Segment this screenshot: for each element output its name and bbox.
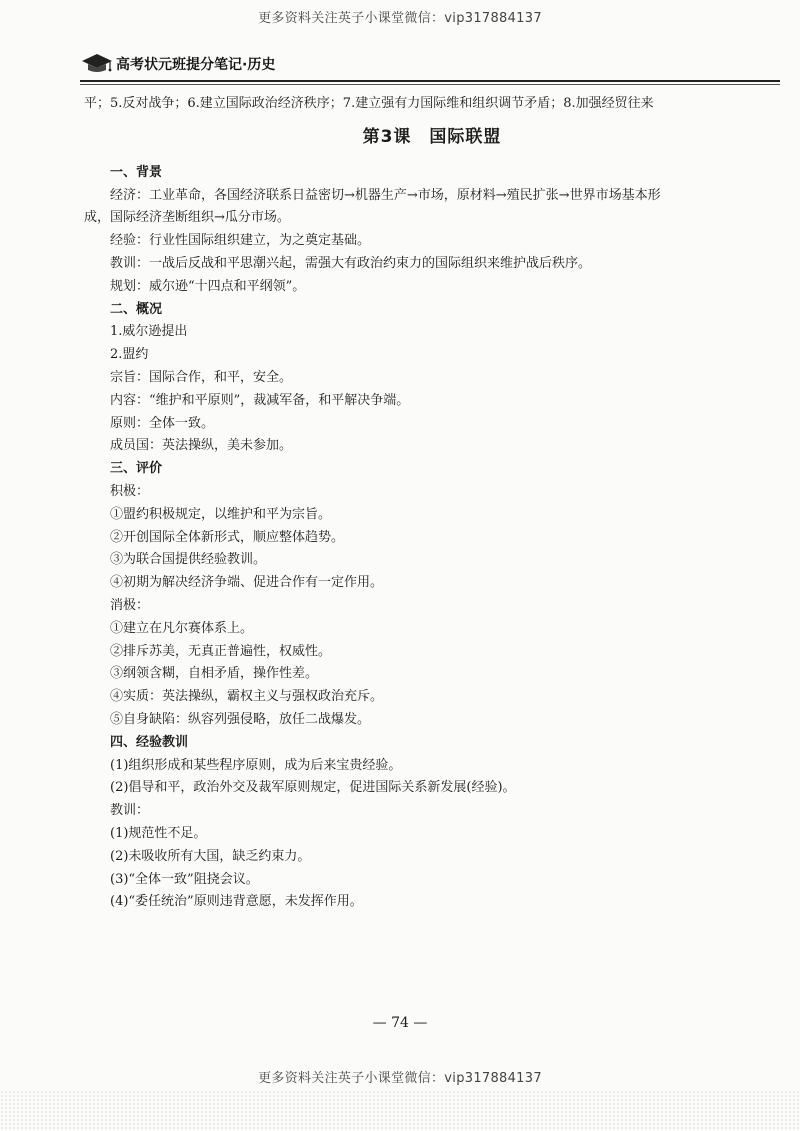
page-number: — 74 —: [372, 1015, 428, 1031]
paragraph-content: 内容：“维护和平原则”，裁减军备，和平解决争端。: [110, 392, 410, 408]
list-item: ⑤自身缺陷：纵容列强侵略，放任二战爆发。: [110, 711, 371, 727]
list-item: ③为联合国提供经验教训。: [110, 552, 267, 568]
list-item: ②开创国际全体新形式，顺应整体趋势。: [110, 529, 345, 545]
paragraph-economy-cont: 成，国际经济垄断组织→瓜分市场。: [84, 210, 290, 226]
list-item: ②排斥苏美，无真正普遍性，权威性。: [110, 643, 332, 659]
page-body: [84, 93, 780, 914]
paragraph-members: 成员国：英法操纵，美未参加。: [110, 438, 293, 454]
section-heading-evaluation: 三、评价: [110, 461, 163, 477]
paragraph-economy: 经济：工业革命，各国经济联系日益密切→机器生产→市场，原材料→殖民扩张→世界市场基本形: [110, 187, 661, 203]
scan-noise: [0, 1090, 800, 1131]
watermark-top: 更多资料关注英子小课堂微信：vip317884137: [258, 11, 542, 26]
list-item: (2)未吸收所有大国，缺乏约束力。: [110, 848, 311, 864]
watermark-bottom: 更多资料关注英子小课堂微信：vip317884137: [258, 1071, 542, 1086]
paragraph-lesson: 教训：一战后反战和平思潮兴起，需强大有政治约束力的国际组织来维护战后秩序。: [110, 255, 592, 271]
list-item: (3)“全体一致”阻挠会议。: [110, 871, 259, 887]
paragraph-principle: 原则：全体一致。: [110, 415, 215, 431]
list-item: ①建立在凡尔赛体系上。: [110, 620, 254, 636]
list-item: ④初期为解决经济争端、促进合作有一定作用。: [110, 575, 384, 591]
paragraph-purpose: 宗旨：国际合作，和平，安全。: [110, 369, 293, 385]
list-item: ④实质：英法操纵，霸权主义与强权政治充斥。: [110, 689, 384, 705]
list-item: (4)“委任统治”原则违背意愿，未发挥作用。: [110, 894, 363, 910]
paragraph-planning: 规划：威尔逊“十四点和平纲领”。: [110, 278, 306, 294]
list-item: (2)倡导和平，政治外交及裁军原则规定，促进国际关系新发展(经验)。: [110, 780, 516, 796]
list-item: 2.盟约: [110, 347, 149, 363]
graduation-cap-icon: [80, 52, 114, 74]
header-divider-thin: [80, 84, 780, 85]
carry-over-text: 平；5.反对战争；6.建立国际政治经济秩序；7.建立强有力国际维和组织调节矛盾；8.加强经贸往来: [84, 96, 654, 111]
positive-label: 积极：: [110, 483, 150, 499]
list-item: (1)规范性不足。: [110, 825, 207, 841]
list-item: 1.威尔逊提出: [110, 324, 188, 340]
list-item: (1)组织形成和某些程序原则，成为后来宝贵经验。: [110, 757, 402, 773]
lessons-label: 教训：: [110, 803, 150, 819]
negative-label: 消极：: [110, 597, 150, 613]
header-divider: [80, 80, 780, 82]
paragraph-experience: 经验：行业性国际组织建立，为之奠定基础。: [110, 233, 371, 249]
book-title: 高考状元班提分笔记·历史: [116, 57, 276, 73]
section-heading-lessons: 四、经验教训: [110, 734, 189, 750]
section-heading-background: 一、背景: [110, 164, 163, 180]
running-header: [80, 44, 780, 78]
lesson-title: 第3课 国际联盟: [362, 126, 502, 147]
list-item: ①盟约积极规定，以维护和平为宗旨。: [110, 506, 332, 522]
section-heading-overview: 二、概况: [110, 301, 163, 317]
list-item: ③纲领含糊，自相矛盾，操作性差。: [110, 666, 319, 682]
